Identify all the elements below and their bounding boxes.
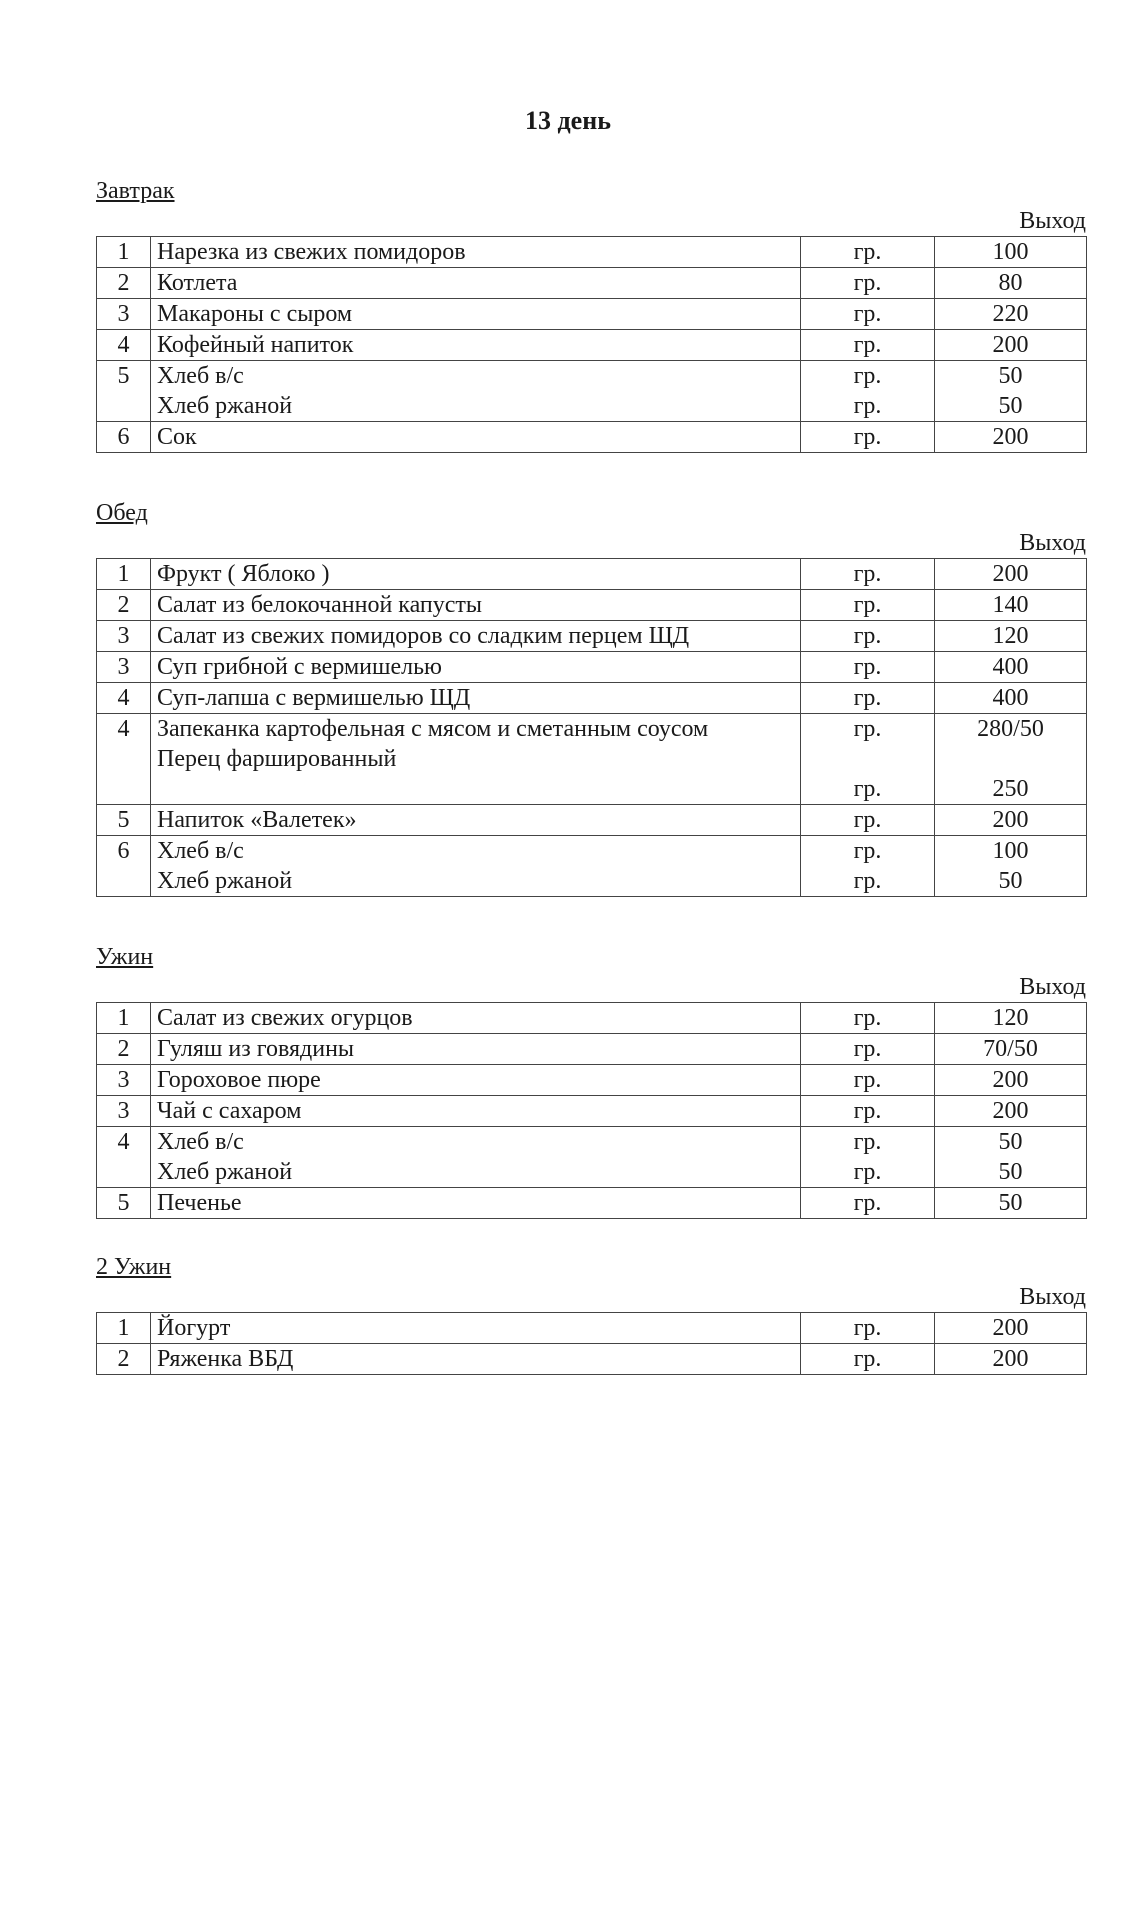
- unit-cell: [801, 590, 935, 621]
- row-number: 3: [97, 299, 151, 330]
- output-quantity: 50: [998, 1159, 1023, 1185]
- table-row: [97, 590, 1087, 621]
- dish-name: Хлеб в/с: [157, 1129, 244, 1155]
- output-quantity: 50: [998, 1129, 1023, 1155]
- quantity-cell: [935, 237, 1087, 268]
- dish-name-cell: [151, 1127, 801, 1188]
- table-row: [97, 330, 1087, 361]
- dish-name: Хлеб в/с: [157, 838, 244, 864]
- unit-cell: [801, 683, 935, 714]
- unit-label: гр.: [853, 301, 882, 327]
- row-number: 2: [97, 590, 151, 621]
- output-quantity: 50: [998, 393, 1023, 419]
- unit-label: гр.: [853, 868, 882, 894]
- dish-name: Печенье: [157, 1190, 242, 1216]
- dish-name-cell: [151, 621, 801, 652]
- table-row: [97, 361, 1087, 422]
- section-title: Обед: [96, 500, 148, 526]
- output-column-label: Выход: [1019, 208, 1086, 234]
- unit-cell: [801, 237, 935, 268]
- row-number: 3: [97, 621, 151, 652]
- output-quantity: 200: [992, 1315, 1029, 1341]
- output-quantity: 120: [992, 623, 1029, 649]
- dish-name: Сок: [157, 424, 197, 450]
- menu-table: [96, 1002, 1087, 1219]
- row-number: 3: [97, 1065, 151, 1096]
- dish-name: Салат из белокочанной капусты: [157, 592, 483, 618]
- row-number: 1: [97, 1003, 151, 1034]
- unit-cell: [801, 714, 935, 805]
- quantity-cell: [935, 683, 1087, 714]
- output-column-label: Выход: [1019, 530, 1086, 556]
- unit-label: гр.: [853, 363, 882, 389]
- output-quantity: 200: [992, 1098, 1029, 1124]
- dish-name: Запеканка картофельная с мясом и сметанным соусом: [157, 716, 709, 742]
- section-second-dinner: [96, 1252, 1088, 1375]
- dish-name-cell: [151, 1313, 801, 1344]
- dish-name: Кофейный напиток: [157, 332, 354, 358]
- table-row: [97, 1096, 1087, 1127]
- output-quantity: 220: [992, 301, 1029, 327]
- menu-table: [96, 558, 1087, 897]
- quantity-cell: [935, 836, 1087, 897]
- output-quantity: 200: [992, 561, 1029, 587]
- row-number: 2: [97, 268, 151, 299]
- row-number: 6: [97, 422, 151, 453]
- quantity-cell: [935, 559, 1087, 590]
- row-number: 4: [97, 330, 151, 361]
- row-number: 1: [97, 1313, 151, 1344]
- quantity-cell: [935, 1096, 1087, 1127]
- unit-label: гр.: [853, 1315, 882, 1341]
- unit-label: гр.: [853, 1005, 882, 1031]
- unit-label: гр.: [853, 592, 882, 618]
- dish-name: Котлета: [157, 270, 238, 296]
- unit-label: гр.: [853, 1129, 882, 1155]
- output-quantity: 200: [992, 1067, 1029, 1093]
- row-number: 2: [97, 1034, 151, 1065]
- unit-label: гр.: [853, 685, 882, 711]
- output-quantity: 400: [992, 685, 1029, 711]
- output-column-label: Выход: [1019, 974, 1086, 1000]
- unit-label: гр.: [853, 424, 882, 450]
- unit-cell: [801, 268, 935, 299]
- dish-name: Чай с сахаром: [157, 1098, 302, 1124]
- unit-label: гр.: [853, 561, 882, 587]
- unit-label: гр.: [853, 1036, 882, 1062]
- dish-name: Перец фаршированный: [157, 746, 397, 772]
- unit-label: гр.: [853, 393, 882, 419]
- dish-name-cell: [151, 714, 801, 805]
- dish-name-cell: [151, 1188, 801, 1219]
- dish-name-cell: [151, 268, 801, 299]
- table-row: [97, 237, 1087, 268]
- unit-cell: [801, 422, 935, 453]
- row-number: 4: [97, 683, 151, 714]
- unit-label: гр.: [853, 623, 882, 649]
- unit-cell: [801, 1344, 935, 1375]
- table-row: [97, 1034, 1087, 1065]
- dish-name-cell: [151, 559, 801, 590]
- output-quantity: 280/50: [977, 716, 1044, 742]
- row-number: 5: [97, 805, 151, 836]
- unit-label: гр.: [853, 1098, 882, 1124]
- unit-label: гр.: [853, 239, 882, 265]
- table-row: [97, 1065, 1087, 1096]
- table-row: [97, 1127, 1087, 1188]
- dish-name: Хлеб в/с: [157, 363, 244, 389]
- dish-name: Напиток «Валетек»: [157, 807, 357, 833]
- output-quantity: 80: [998, 270, 1023, 296]
- unit-cell: [801, 1034, 935, 1065]
- dish-name-cell: [151, 422, 801, 453]
- dish-name-cell: [151, 1003, 801, 1034]
- table-row: [97, 268, 1087, 299]
- menu-table: [96, 236, 1087, 453]
- dish-name-cell: [151, 1034, 801, 1065]
- quantity-cell: [935, 299, 1087, 330]
- dish-name-cell: [151, 237, 801, 268]
- unit-cell: [801, 361, 935, 422]
- unit-cell: [801, 652, 935, 683]
- output-quantity: 250: [992, 776, 1029, 802]
- section-title: Ужин: [96, 944, 154, 970]
- output-quantity: 200: [992, 1346, 1029, 1372]
- unit-label: гр.: [853, 1067, 882, 1093]
- dish-name: Фрукт ( Яблоко ): [157, 561, 330, 587]
- dish-name: Гороховое пюре: [157, 1067, 321, 1093]
- dish-name-cell: [151, 652, 801, 683]
- dish-name-cell: [151, 330, 801, 361]
- table-row: [97, 422, 1087, 453]
- table-row: [97, 836, 1087, 897]
- output-quantity: 50: [998, 363, 1023, 389]
- output-quantity: 50: [998, 1190, 1023, 1216]
- unit-cell: [801, 330, 935, 361]
- unit-label: гр.: [853, 1190, 882, 1216]
- unit-label: гр.: [853, 1346, 882, 1372]
- section-dinner: [96, 942, 1088, 1219]
- quantity-cell: [935, 590, 1087, 621]
- unit-label: гр.: [853, 654, 882, 680]
- unit-cell: [801, 559, 935, 590]
- quantity-cell: [935, 652, 1087, 683]
- page-title: 13 день: [525, 106, 611, 135]
- unit-cell: [801, 1188, 935, 1219]
- table-row: [97, 1188, 1087, 1219]
- table-row: [97, 714, 1087, 805]
- quantity-cell: [935, 1127, 1087, 1188]
- row-number: 1: [97, 237, 151, 268]
- quantity-cell: [935, 268, 1087, 299]
- row-number: 5: [97, 1188, 151, 1219]
- table-row: [97, 621, 1087, 652]
- section-lunch: [96, 498, 1088, 897]
- dish-name-cell: [151, 683, 801, 714]
- menu-table: [96, 1312, 1087, 1375]
- quantity-cell: [935, 1003, 1087, 1034]
- dish-name-cell: [151, 590, 801, 621]
- row-number: 5: [97, 361, 151, 422]
- table-row: [97, 1003, 1087, 1034]
- dish-name-cell: [151, 1096, 801, 1127]
- dish-name: Салат из свежих огурцов: [157, 1005, 413, 1031]
- quantity-cell: [935, 361, 1087, 422]
- table-row: [97, 1313, 1087, 1344]
- unit-label: гр.: [853, 332, 882, 358]
- unit-label: гр.: [853, 1159, 882, 1185]
- dish-name: Хлеб ржаной: [157, 1159, 293, 1185]
- unit-cell: [801, 1065, 935, 1096]
- unit-cell: [801, 1313, 935, 1344]
- quantity-cell: [935, 1313, 1087, 1344]
- output-quantity: 140: [992, 592, 1029, 618]
- unit-label: гр.: [853, 776, 882, 802]
- quantity-cell: [935, 1034, 1087, 1065]
- row-number: 6: [97, 836, 151, 897]
- output-column-label: Выход: [1019, 1284, 1086, 1310]
- dish-name-cell: [151, 836, 801, 897]
- unit-cell: [801, 1003, 935, 1034]
- dish-name: Хлеб ржаной: [157, 868, 293, 894]
- dish-name: Хлеб ржаной: [157, 393, 293, 419]
- dish-name-cell: [151, 361, 801, 422]
- unit-cell: [801, 1096, 935, 1127]
- row-number: 4: [97, 714, 151, 805]
- dish-name-cell: [151, 805, 801, 836]
- output-quantity: 200: [992, 807, 1029, 833]
- output-quantity: 50: [998, 868, 1023, 894]
- dish-name: Йогурт: [157, 1315, 231, 1341]
- row-number: 3: [97, 652, 151, 683]
- unit-cell: [801, 299, 935, 330]
- dish-name: Суп грибной с вермишелью: [157, 654, 442, 680]
- dish-name: Макароны с сыром: [157, 301, 353, 327]
- quantity-cell: [935, 621, 1087, 652]
- row-number: 2: [97, 1344, 151, 1375]
- table-row: [97, 805, 1087, 836]
- table-row: [97, 559, 1087, 590]
- unit-cell: [801, 805, 935, 836]
- quantity-cell: [935, 1344, 1087, 1375]
- unit-cell: [801, 621, 935, 652]
- row-number: 4: [97, 1127, 151, 1188]
- output-quantity: 100: [992, 239, 1029, 265]
- dish-name-cell: [151, 299, 801, 330]
- dish-name: Суп-лапша с вермишелью ЩД: [157, 685, 471, 711]
- table-row: [97, 652, 1087, 683]
- quantity-cell: [935, 1188, 1087, 1219]
- dish-name-cell: [151, 1344, 801, 1375]
- dish-name: Ряженка ВБД: [157, 1346, 294, 1372]
- dish-name-cell: [151, 1065, 801, 1096]
- table-row: [97, 1344, 1087, 1375]
- quantity-cell: [935, 330, 1087, 361]
- row-number: 1: [97, 559, 151, 590]
- dish-name: Гуляш из говядины: [157, 1036, 355, 1062]
- section-title: 2 Ужин: [96, 1254, 172, 1280]
- unit-cell: [801, 836, 935, 897]
- quantity-cell: [935, 714, 1087, 805]
- unit-label: гр.: [853, 838, 882, 864]
- output-quantity: 400: [992, 654, 1029, 680]
- unit-label: гр.: [853, 716, 882, 742]
- output-quantity: 120: [992, 1005, 1029, 1031]
- unit-label: гр.: [853, 807, 882, 833]
- dish-name: Салат из свежих помидоров со сладким перцем ЩД: [157, 623, 690, 649]
- output-quantity: 200: [992, 332, 1029, 358]
- section-breakfast: [96, 176, 1088, 453]
- output-quantity: 70/50: [983, 1036, 1038, 1062]
- unit-cell: [801, 1127, 935, 1188]
- quantity-cell: [935, 1065, 1087, 1096]
- dish-name: Нарезка из свежих помидоров: [157, 239, 466, 265]
- table-row: [97, 299, 1087, 330]
- quantity-cell: [935, 422, 1087, 453]
- output-quantity: 200: [992, 424, 1029, 450]
- unit-label: гр.: [853, 270, 882, 296]
- table-row: [97, 683, 1087, 714]
- section-title: Завтрак: [96, 178, 175, 204]
- quantity-cell: [935, 805, 1087, 836]
- row-number: 3: [97, 1096, 151, 1127]
- output-quantity: 100: [992, 838, 1029, 864]
